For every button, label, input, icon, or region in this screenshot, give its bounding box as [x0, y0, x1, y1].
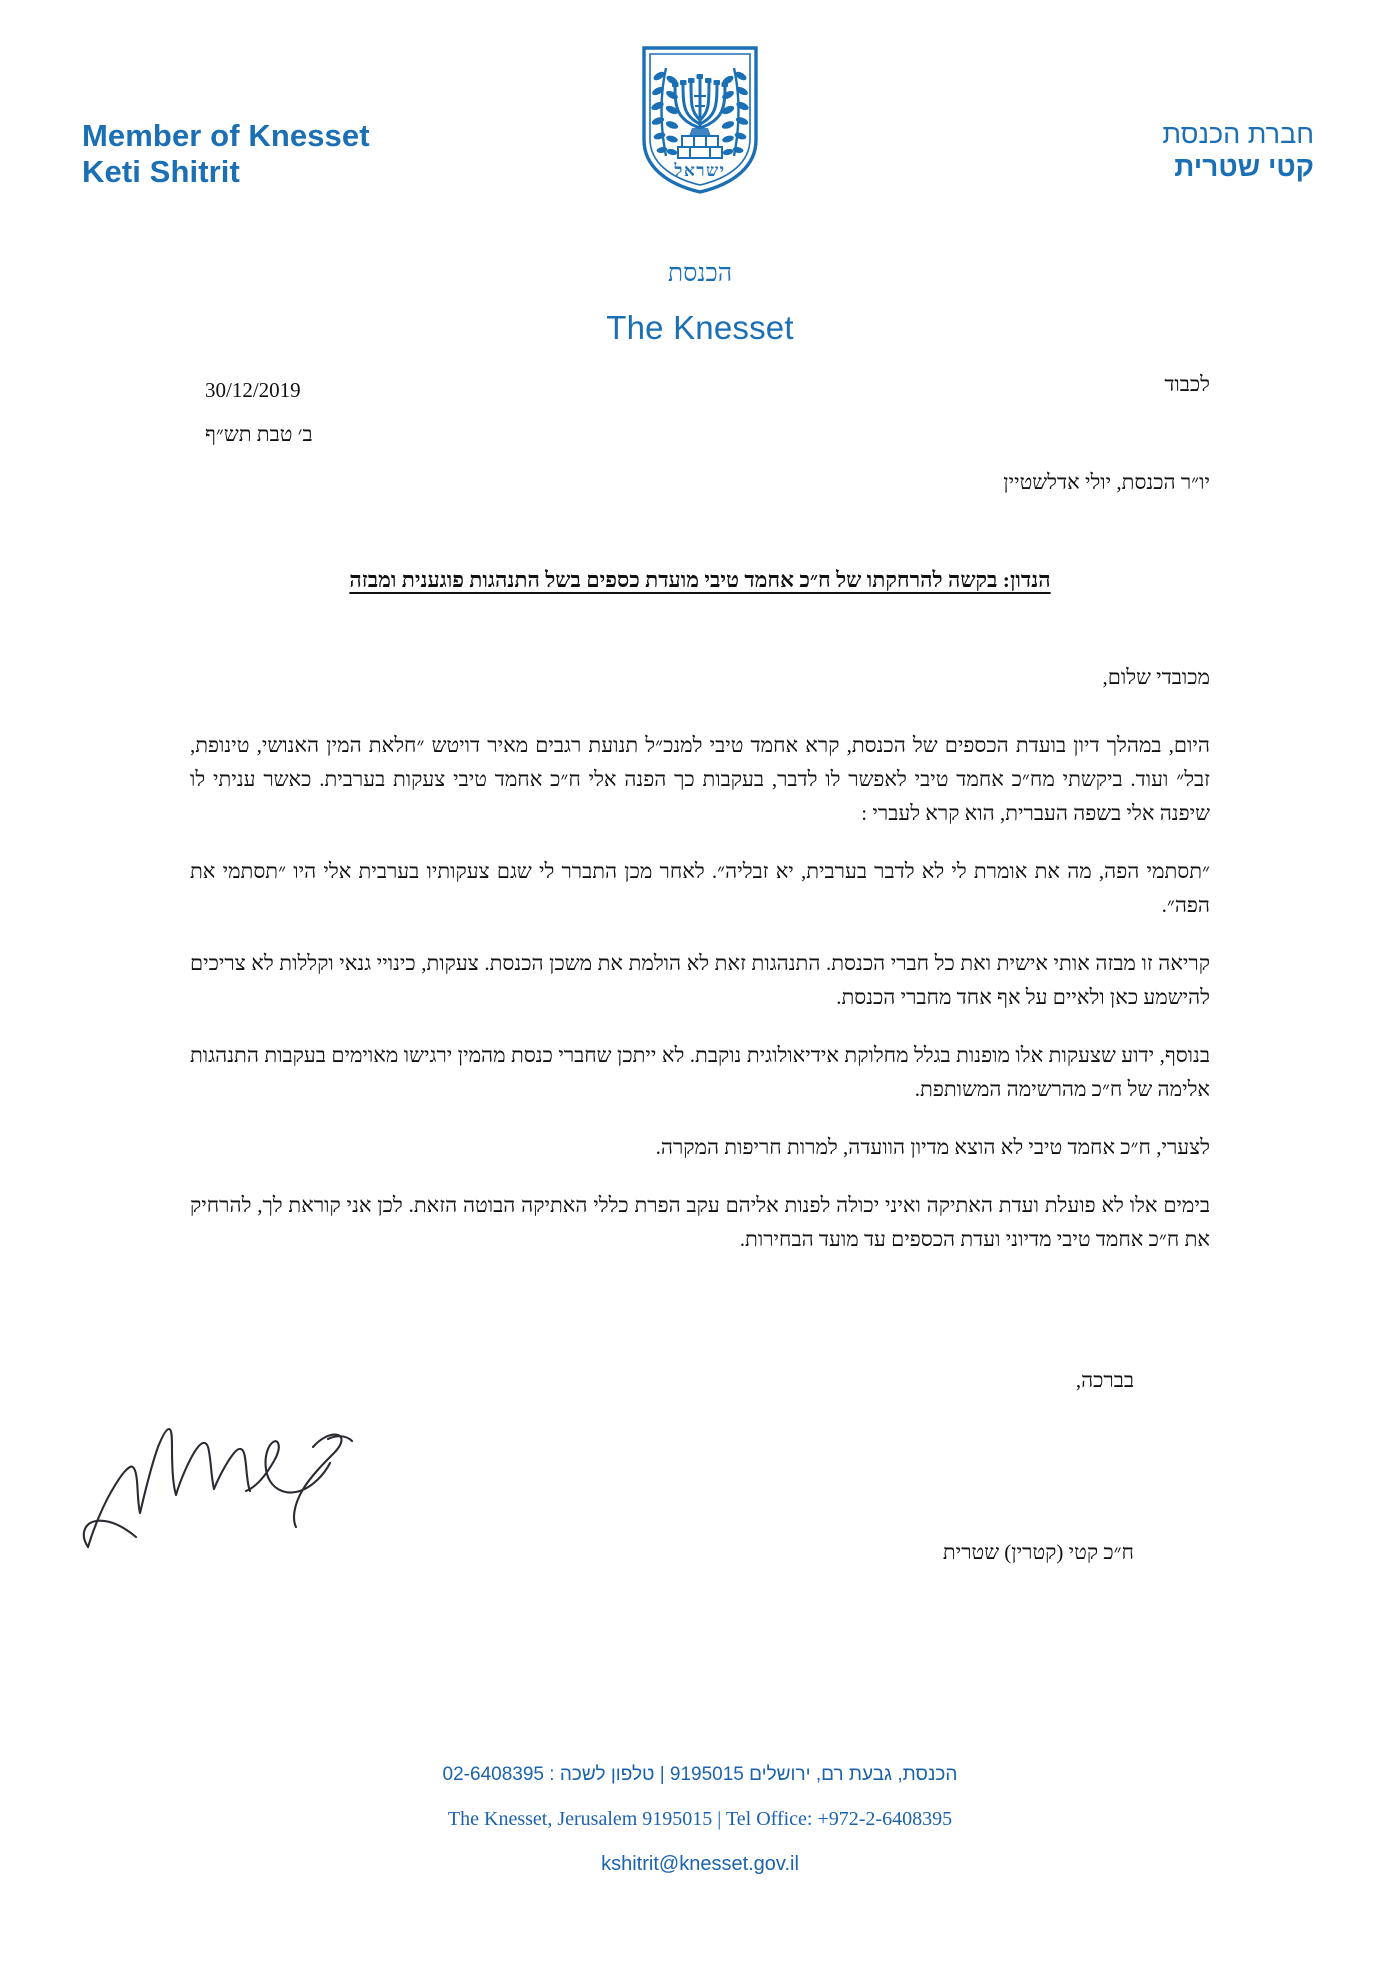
footer-address-hebrew: הכנסת, גבעת רם, ירושלים 9195015 | טלפון לשכה : 02-6408395: [442, 1764, 958, 1786]
signature-block: [690, 1368, 1210, 1564]
footer-email[interactable]: kshitrit@knesset.gov.il: [601, 1853, 799, 1875]
body-paragraph: לצערי, ח״כ אחמד טיבי לא הוצא מדיון הוועדה, למרות חריפות המקרה.: [655, 1135, 1210, 1160]
document-title-block: [0, 258, 1400, 347]
addressee-recipient: יו״ר הכנסת, יולי אדלשטיין: [1003, 469, 1210, 494]
hebrew-date: ב׳ טבת תש״ף: [205, 422, 313, 447]
letterhead-english-title: Member of Knesset: [82, 118, 370, 153]
letter-body: [190, 660, 1210, 1280]
letterhead: [0, 0, 1400, 230]
subject-line: [190, 568, 1210, 593]
letterhead-english-name: [82, 118, 370, 189]
title-hebrew: הכנסת: [667, 260, 733, 287]
body-greeting: מכובדי שלום,: [1102, 665, 1210, 689]
footer-address-english: The Knesset, Jerusalem 9195015 | Tel Office: +972-2-6408395: [447, 1808, 953, 1830]
body-paragraph: קריאה זו מבזה אותי אישית ואת כל חברי הכנסת. התנהגות זאת לא הולמת את משכן הכנסת. צעקות, כינויי גנאי וקללות לא צריכים להישמע כאן ולאיים על אף אחד מחברי הכנסת.: [190, 951, 1210, 1010]
letterhead-hebrew-name: [1162, 118, 1314, 184]
title-english: The Knesset: [606, 308, 794, 346]
addressee-label: לכבוד: [1164, 372, 1210, 396]
letterhead-hebrew-person: קטי שטרית: [1174, 151, 1314, 183]
israel-state-emblem-icon: [638, 44, 762, 196]
handwritten-signature-image: [80, 1395, 400, 1555]
addressee-block: [1003, 368, 1210, 499]
signature-regards: בברכה,: [1075, 1368, 1134, 1392]
body-paragraph: היום, במהלך דיון בועדת הכספים של הכנסת, קרא אחמד טיבי למנכ״ל תנועת רגבים מאיר דויטש ״חלאת המין האנושי, טינופת, זבל״ ועוד. ביקשתי מח״כ אחמד טיבי לאפשר לו לדבר, בעקבות כך הפנה אלי ח״כ אחמד טיבי צעקות בערבית. כאשר עניתי לו שיפנה אלי בשפה העברית, הוא קרא לעברי :: [190, 733, 1210, 826]
date-block: [205, 368, 313, 456]
body-paragraph: בנוסף, ידוע שצעקות אלו מופנות בגלל מחלוקת אידיאולוגית נוקבת. לא ייתכן שחברי כנסת מהמין ירגישו מאוימים בעקבות התנהגות אלימה של ח״כ מהרשימה המשותפת.: [190, 1043, 1210, 1102]
gregorian-date: 30/12/2019: [205, 378, 301, 402]
letterhead-english-person: Keti Shitrit: [82, 153, 240, 189]
body-paragraph: ״תסתמי הפה, מה את אומרת לי לא לדבר בערבית, יא זבליה״. לאחר מכן התברר לי שגם צעקותיו בערבית אלי היו ״תסתמי את הפה״.: [190, 859, 1210, 918]
subject-text: הנדון: בקשה להרחקתו של ח״כ אחמד טיבי מועדת כספים בשל התנהגות פוגענית ומבזה: [349, 568, 1051, 592]
letterhead-hebrew-title: חברת הכנסת: [1162, 119, 1314, 149]
letter-footer: [0, 1754, 1400, 1887]
body-paragraph: בימים אלו לא פועלת ועדת האתיקה ואיני יכולה לפנות אליהם עקב הפרת כללי האתיקה הבוטה הזאת. לכן אני קוראת לך, להרחיק את ח״כ אחמד טיבי מדיוני ועדת הכספים עד מועד הבחירות.: [190, 1193, 1210, 1252]
emblem-caption-text: ישראל: [674, 161, 726, 180]
signature-name: ח״כ קטי (קטרין) שטרית: [942, 1540, 1134, 1564]
